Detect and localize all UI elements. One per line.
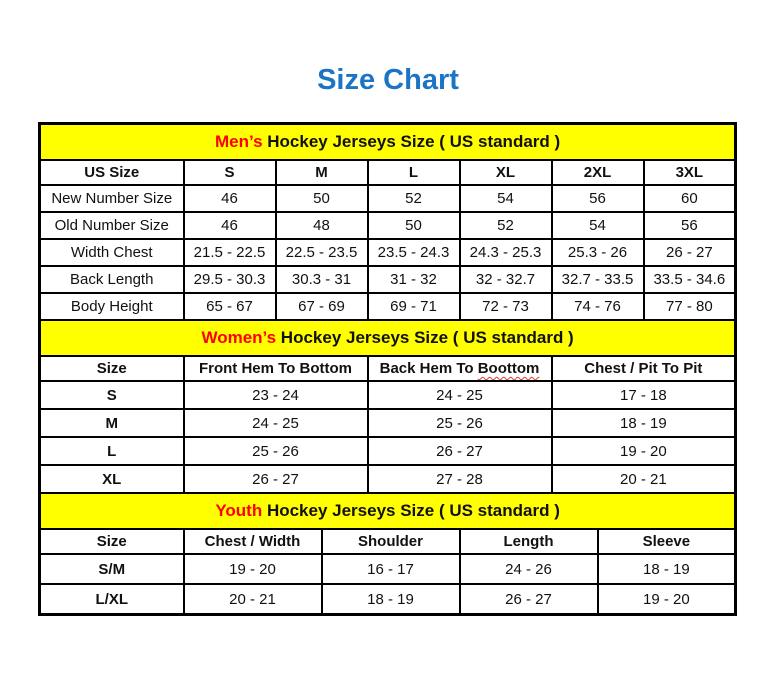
column-header-cell: L	[368, 160, 460, 185]
section-banner	[40, 493, 736, 529]
value-cell: 48	[276, 212, 368, 239]
table-row	[40, 293, 736, 320]
value-cell: 26 - 27	[460, 584, 598, 615]
row-label-cell: New Number Size	[40, 185, 184, 212]
section-banner-highlight: Youth	[215, 501, 263, 520]
column-header-cell: Sleeve	[598, 529, 736, 554]
value-cell: 30.3 - 31	[276, 266, 368, 293]
column-header-cell: M	[276, 160, 368, 185]
page-title: Size Chart	[317, 64, 459, 96]
value-cell: 23 - 24	[184, 381, 368, 409]
section-banner-row	[40, 124, 736, 161]
section-banner-text: Hockey Jerseys Size ( US standard )	[262, 132, 561, 151]
table-row	[40, 239, 736, 266]
value-cell: 24 - 25	[368, 381, 552, 409]
value-cell: 26 - 27	[368, 437, 552, 465]
section-banner	[40, 320, 736, 356]
value-cell: 56	[644, 212, 736, 239]
value-cell: 32.7 - 33.5	[552, 266, 644, 293]
value-cell: 46	[184, 212, 276, 239]
value-cell: 32 - 32.7	[460, 266, 552, 293]
value-cell: 52	[368, 185, 460, 212]
value-cell: 24 - 25	[184, 409, 368, 437]
size-chart-table	[38, 122, 737, 616]
value-cell: 60	[644, 185, 736, 212]
column-header-cell: Back Hem To Boottom	[368, 356, 552, 381]
section-banner-highlight: Men’s	[214, 132, 263, 151]
value-cell: 25.3 - 26	[552, 239, 644, 266]
section-banner-text: Hockey Jerseys Size ( US standard )	[276, 328, 574, 347]
column-header-cell: Front Hem To Bottom	[184, 356, 368, 381]
value-cell: 21.5 - 22.5	[184, 239, 276, 266]
value-cell: 27 - 28	[368, 465, 552, 493]
value-cell: 16 - 17	[322, 554, 460, 584]
row-label-cell: L/XL	[40, 584, 184, 615]
value-cell: 50	[368, 212, 460, 239]
table-row	[40, 437, 736, 465]
column-header-cell: Chest / Width	[184, 529, 322, 554]
column-header-cell: 3XL	[644, 160, 736, 185]
column-header-row	[40, 356, 736, 381]
row-label-cell: Width Chest	[40, 239, 184, 266]
value-cell: 33.5 - 34.6	[644, 266, 736, 293]
column-header-cell: Shoulder	[322, 529, 460, 554]
value-cell: 24 - 26	[460, 554, 598, 584]
row-label-header-cell: Size	[40, 529, 184, 554]
table-row	[40, 381, 736, 409]
table-row	[40, 554, 736, 584]
value-cell: 24.3 - 25.3	[460, 239, 552, 266]
value-cell: 54	[460, 185, 552, 212]
table-row	[40, 212, 736, 239]
section-banner	[40, 124, 736, 161]
value-cell: 46	[184, 185, 276, 212]
value-cell: 25 - 26	[368, 409, 552, 437]
section-banner-row	[40, 493, 736, 529]
row-label-cell: XL	[40, 465, 184, 493]
value-cell: 65 - 67	[184, 293, 276, 320]
value-cell: 52	[460, 212, 552, 239]
value-cell: 17 - 18	[552, 381, 736, 409]
value-cell: 20 - 21	[552, 465, 736, 493]
value-cell: 72 - 73	[460, 293, 552, 320]
row-label-cell: M	[40, 409, 184, 437]
column-header-cell: 2XL	[552, 160, 644, 185]
spellcheck-wavy-text: Boottom	[477, 360, 540, 377]
table-row	[40, 185, 736, 212]
row-label-header-cell: Size	[40, 356, 184, 381]
table-row	[40, 409, 736, 437]
value-cell: 23.5 - 24.3	[368, 239, 460, 266]
value-cell: 19 - 20	[184, 554, 322, 584]
value-cell: 54	[552, 212, 644, 239]
value-cell: 31 - 32	[368, 266, 460, 293]
table-row	[40, 584, 736, 615]
value-cell: 22.5 - 23.5	[276, 239, 368, 266]
table-row	[40, 465, 736, 493]
value-cell: 18 - 19	[598, 554, 736, 584]
value-cell: 69 - 71	[368, 293, 460, 320]
table-row	[40, 266, 736, 293]
value-cell: 26 - 27	[644, 239, 736, 266]
section-banner-highlight: Women’s	[201, 328, 277, 347]
row-label-cell: Old Number Size	[40, 212, 184, 239]
value-cell: 56	[552, 185, 644, 212]
column-header-cell: Length	[460, 529, 598, 554]
value-cell: 26 - 27	[184, 465, 368, 493]
column-header-cell: Chest / Pit To Pit	[552, 356, 736, 381]
section-banner-row	[40, 320, 736, 356]
column-header-row	[40, 529, 736, 554]
row-label-cell: L	[40, 437, 184, 465]
value-cell: 18 - 19	[552, 409, 736, 437]
row-label-cell: Body Height	[40, 293, 184, 320]
value-cell: 25 - 26	[184, 437, 368, 465]
row-label-header-cell: US Size	[40, 160, 184, 185]
column-header-row	[40, 160, 736, 185]
value-cell: 19 - 20	[552, 437, 736, 465]
row-label-cell: S/M	[40, 554, 184, 584]
column-header-cell: XL	[460, 160, 552, 185]
value-cell: 77 - 80	[644, 293, 736, 320]
value-cell: 29.5 - 30.3	[184, 266, 276, 293]
value-cell: 19 - 20	[598, 584, 736, 615]
row-label-cell: Back Length	[40, 266, 184, 293]
value-cell: 20 - 21	[184, 584, 322, 615]
row-label-cell: S	[40, 381, 184, 409]
value-cell: 50	[276, 185, 368, 212]
value-cell: 74 - 76	[552, 293, 644, 320]
column-header-cell: S	[184, 160, 276, 185]
section-banner-text: Hockey Jerseys Size ( US standard )	[262, 501, 560, 520]
value-cell: 67 - 69	[276, 293, 368, 320]
value-cell: 18 - 19	[322, 584, 460, 615]
